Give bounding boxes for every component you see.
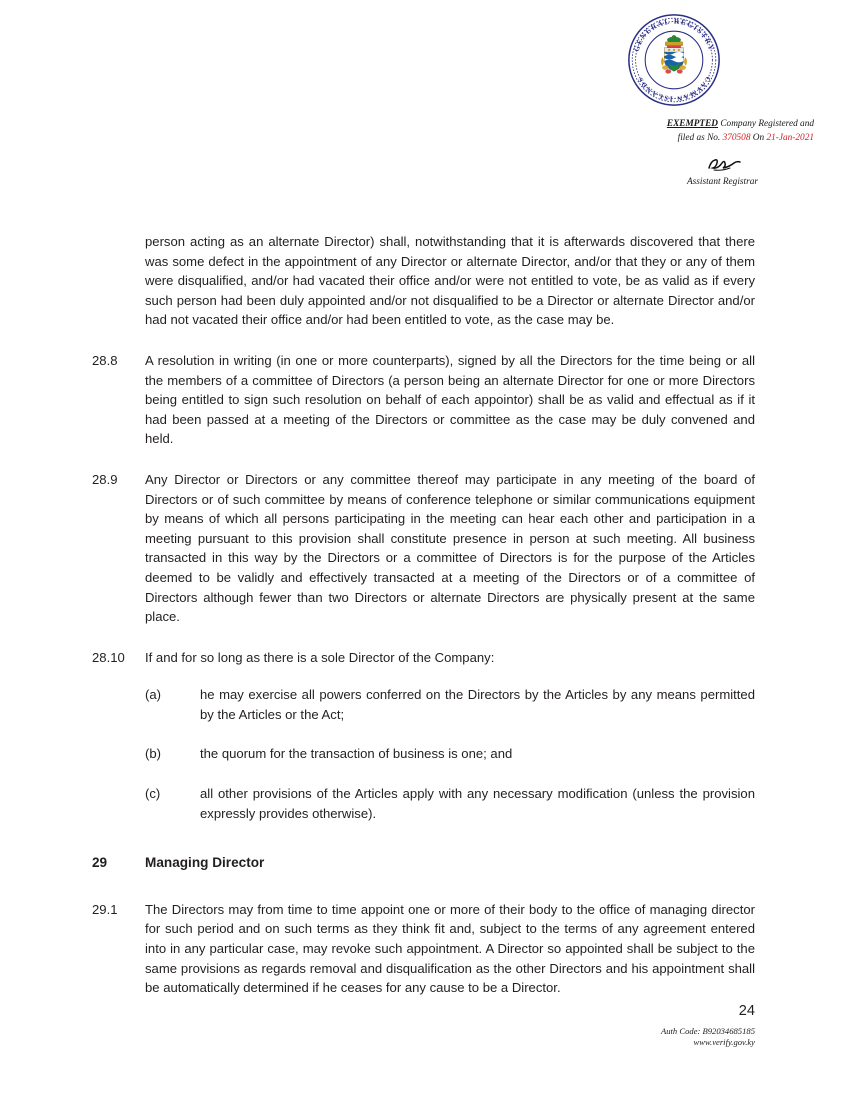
stamp-registration-line-2 (548, 131, 818, 145)
auth-block (661, 1026, 755, 1048)
stamp-registration-line-1 (548, 117, 818, 131)
section-number: 29 (92, 855, 108, 871)
handwritten-signature-icon (706, 154, 750, 174)
on-label: On (750, 133, 767, 143)
clause-28-9 (92, 470, 755, 627)
clause-number: 28.10 (92, 649, 125, 665)
continuation-paragraph (92, 232, 755, 330)
clause-28-8 (92, 351, 755, 449)
assistant-registrar-label: Assistant Registrar (686, 177, 758, 187)
registration-number: 370508 (722, 133, 751, 143)
seal-container (548, 12, 818, 108)
subclause-b (145, 744, 755, 764)
document-body (92, 232, 755, 998)
clause-text: Any Director or Directors or any committee thereof may participate in any meeting of the board of Directors or of such committee by means of conference telephone or similar communications equipment by means of which all persons participating in the meeting can hear each other and participation in a meeting pursuant to this provision shall constitute presence in person at such meeting. All business transacted in this way by the Directors or a committee of Directors is for the purpose of the Articles deemed to be validly and effectively transacted at a meeting of the Directors or of a committee of Directors although fewer than two Directors or alternate Directors are physically present at the same place. (145, 471, 755, 625)
registry-stamp-block (548, 12, 818, 187)
svg-text:GENERAL REGISTRY: GENERAL REGISTRY (632, 17, 716, 53)
subclause-a (145, 685, 755, 724)
clause-text: If and for so long as there is a sole Director of the Company: (145, 649, 495, 665)
stamp-line-1-rest: Company Registered and (718, 119, 814, 129)
clause-text: The Directors may from time to time appoint one or more of their body to the office of managing director for such period and on such terms as they think fit and, subject to the terms of any agreement entered into in any particular case, may revoke such appointment. A Director so appointed shall be subject to the same provisions as regards removal and disqualification as the other Directors and his appointment shall be automatically determined if he ceases for any cause to be a Director. (145, 901, 755, 996)
page-number: 24 (738, 1003, 755, 1019)
clause-28-10 (92, 648, 755, 668)
clause-number: 28.9 (92, 471, 118, 487)
subclause-text: he may exercise all powers conferred on the Directors by the Articles by any means permitted by the Articles or the Act; (200, 687, 755, 722)
clause-29-1 (92, 900, 755, 998)
clause-text: A resolution in writing (in one or more counterparts), signed by all the Directors for the time being or all the members of a committee of Directors (a person being an alternate Director for one or more Directors being entitled to sign such resolution on behalf of each appointor) shall be as valid and effectual as if it had been passed at a meeting of the Directors or committee as the case may be duly convened and held. (145, 352, 755, 447)
coat-of-arms-icon (661, 35, 687, 73)
section-heading-29 (92, 853, 755, 873)
cayman-general-registry-seal-icon (626, 12, 722, 108)
subclause-list (92, 685, 755, 823)
subclause-marker: (b) (145, 746, 162, 762)
subclause-text: all other provisions of the Articles apply with any necessary modification (unless the provision expressly provides otherwise). (200, 786, 755, 821)
section-title: Managing Director (145, 855, 265, 871)
exempted-label: EXEMPTED (666, 119, 719, 129)
auth-code: Auth Code: B92034685185 (660, 1026, 755, 1036)
svg-text:CAYMAN ISLANDS: CAYMAN ISLANDS (636, 74, 712, 102)
subclause-marker: (c) (145, 786, 161, 802)
continuation-paragraph-text: person acting as an alternate Director) shall, notwithstanding that it is afterwards discovered that there was some defect in the appointment of any Director or alternate Director, and/or that they or any of them were disqualified, and/or had vacated their office and/or were not entitled to vote, be as valid as if every such person had been duly appointed and/or not disqualified to be a Director or alternate Director and/or had not vacated their office and/or had been entitled to vote, as the case may be. (145, 234, 755, 328)
subclause-marker: (a) (145, 687, 162, 703)
signature-container (548, 154, 818, 187)
verify-url: www.verify.gov.ky (693, 1037, 755, 1047)
clause-number: 29.1 (92, 901, 118, 917)
clause-number: 28.8 (92, 352, 118, 368)
subclause-c (145, 784, 755, 823)
filed-as-no-label: filed as No. (677, 133, 723, 143)
subclause-text: the quorum for the transaction of business is one; and (200, 746, 513, 762)
registration-date: 21-Jan-2021 (766, 133, 814, 143)
page-footer (661, 1003, 755, 1048)
